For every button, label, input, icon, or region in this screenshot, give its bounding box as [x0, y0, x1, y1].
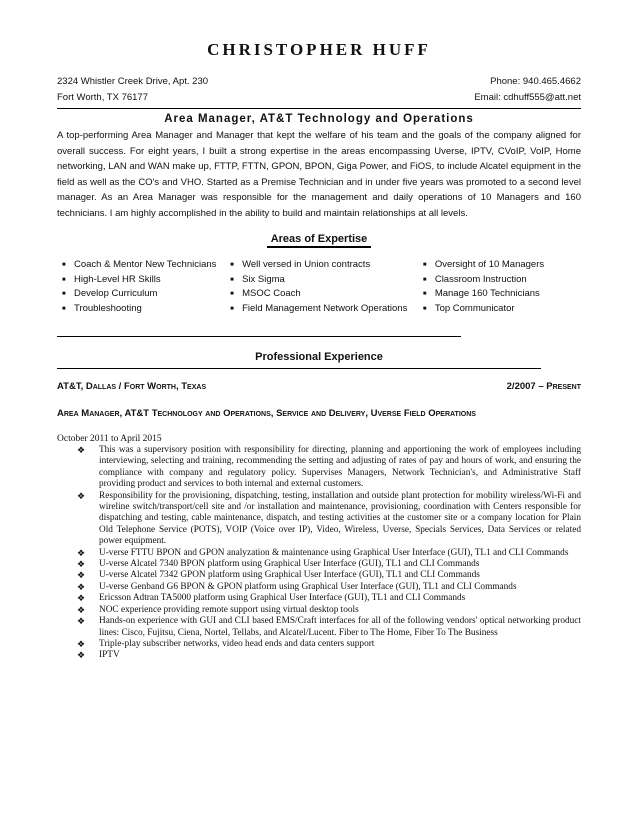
- expertise-item: ■ Field Management Network Operations: [230, 302, 423, 317]
- expertise-column-1: [62, 258, 230, 316]
- list-item: [77, 650, 581, 661]
- expertise-column-2: [230, 258, 423, 316]
- experience-heading: [57, 347, 581, 365]
- diamond-bullet-icon: ❖: [77, 604, 86, 615]
- expertise-item: ■ Top Communicator: [423, 302, 581, 317]
- expertise-item: ■ Oversight of 10 Managers: [423, 258, 581, 273]
- phone: Phone: 940.465.4662: [490, 76, 581, 87]
- experience-divider: [57, 368, 541, 369]
- employment-period: 2/2007 – Present: [506, 381, 581, 392]
- diamond-bullet-icon: ❖: [77, 570, 86, 581]
- list-item: [77, 638, 581, 650]
- expertise-column-3: [423, 258, 581, 316]
- duty-text: Triple-play subscriber networks, video head ends and data centers support: [99, 638, 375, 649]
- candidate-name: CHRISTOPHER HUFF: [207, 40, 431, 59]
- duty-text: Hands-on experience with GUI and CLI based EMS/Craft interfaces for all of the following vendors' optical networking product lines: Cisco, Fujitsu, Ciena, Nortel, Tellabs, and Alcatel/Lucent. Fiber to The Home, Fiber To The Business: [99, 616, 581, 638]
- duty-text: U-verse Alcatel 7342 GPON platform using Graphical User Interface (GUI), TL1 and CLI Commands: [99, 570, 480, 581]
- diamond-bullet-icon: ❖: [77, 616, 86, 627]
- expertise-item: ■ Manage 160 Technicians: [423, 287, 581, 302]
- diamond-bullet-icon: ❖: [77, 650, 86, 661]
- list-item: [77, 593, 581, 604]
- expertise-heading-text: Areas of Expertise: [267, 233, 372, 248]
- summary: A top-performing Area Manager and Manager that kept the welfare of his team and the goals of the company aligned for overall success. For eight years, I built a strong expertise in the areas encompassing Uverse, IPTV, CVoIP, VoIP, Home networking, LAN and WAN make up, FTTP, FTTN, GPON, BPON, Giga Power, and FiOS, to include Alcatel equipment in the field as well as the CO's and VHO. Started as a Premise Technician and in under five years was promoted to a second level manager. As an Area Manager was responsible for the management and daily operations of 10 Managers and 160 technicians. I am highly accomplished in the ability to build and maintain relationships at all levels.: [57, 130, 581, 219]
- list-item: [77, 616, 581, 639]
- expertise-item: ■ Coach & Mentor New Technicians: [62, 258, 230, 273]
- contact-row-2: [57, 90, 581, 106]
- expertise-divider: [57, 336, 461, 337]
- diamond-bullet-icon: ❖: [77, 490, 86, 501]
- experience-heading-text: Professional Experience: [255, 351, 383, 363]
- list-item: [77, 547, 581, 559]
- diamond-bullet-icon: ❖: [77, 581, 86, 592]
- role-dates: October 2011 to April 2015: [57, 434, 162, 444]
- list-item: [77, 604, 581, 616]
- diamond-bullet-icon: ❖: [77, 445, 86, 455]
- expertise-item: ■ Six Sigma: [230, 273, 423, 288]
- contact-row-1: [57, 74, 581, 90]
- diamond-bullet-icon: ❖: [77, 593, 86, 604]
- duties-list: [57, 445, 581, 662]
- expertise-item: ■ Develop Curriculum: [62, 287, 230, 302]
- list-item: [77, 445, 581, 491]
- company-row: [57, 381, 581, 392]
- company: AT&T, Dallas / Fort Worth, Texas: [57, 381, 207, 392]
- list-item: [77, 559, 581, 570]
- expertise-item: ■ Well versed in Union contracts: [230, 258, 423, 273]
- duty-text: Ericsson Adtran TA5000 platform using Graphical User Interface (GUI), TL1 and CLI Commands: [99, 593, 466, 604]
- expertise-item: ■ Troubleshooting: [62, 302, 230, 317]
- duty-text: NOC experience providing remote support using virtual desktop tools: [99, 604, 359, 615]
- expertise-heading: [57, 229, 581, 248]
- expertise-item: ■ High-Level HR Skills: [62, 273, 230, 288]
- header-divider: [57, 108, 581, 109]
- list-item: [77, 581, 581, 593]
- duty-text: IPTV: [99, 650, 120, 661]
- duty-text: This was a supervisory position with responsibility for directing, planning and apportioning the work of employees including interviewing, selecting and training, recommending the setting and adjusting of rates of pay and hours of work, and ensuring the compliance with company and regulatory policy. Supervises Managers, Network Technician's, and Administrative Staff providing product and services to both internal and external customers.: [99, 445, 581, 490]
- job-title: Area Manager, AT&T Technology and Operations, Service and Delivery, Uverse Field Operations: [57, 408, 476, 419]
- expertise-columns: [62, 258, 581, 316]
- email: Email: cdhuff555@att.net: [474, 92, 581, 103]
- list-item: [77, 490, 581, 548]
- resume-page: [57, 40, 581, 662]
- headline: Area Manager, AT&T Technology and Operations: [164, 113, 474, 125]
- diamond-bullet-icon: ❖: [77, 638, 86, 649]
- address-line-1: 2324 Whistler Creek Drive, Apt. 230: [57, 76, 209, 87]
- duty-text: U-verse FTTU BPON and GPON analyzation & maintenance using Graphical User Interface (GUI), TL1 and CLI Commands: [99, 547, 569, 558]
- address-line-2: Fort Worth, TX 76177: [57, 92, 148, 103]
- expertise-item: ■ Classroom Instruction: [423, 273, 581, 288]
- duty-text: Responsibility for the provisioning, dispatching, testing, installation and outside plant protection for mobility wireless/Wi-Fi and wireline switch/transport/cell site and /or installation and maintenance, provisioning, coordination with Centers responsible for dispatching and testing, cable maintenance, dispatch, and testing activities at the customer site or a company location for Plain Old Telephone Service (POTS), VOIP (Voice over IP), Video, Wireless, Uverse, Specials Services, Data Services or related power equipment.: [99, 490, 581, 547]
- duty-text: U-verse Alcatel 7340 BPON platform using Graphical User Interface (GUI), TL1 and CLI Commands: [99, 559, 480, 570]
- expertise-item: ■ MSOC Coach: [230, 287, 423, 302]
- duty-text: U-verse Genband G6 BPON & GPON platform using Graphical User Interface (GUI), TL1 and CLI Commands: [99, 581, 517, 592]
- diamond-bullet-icon: ❖: [77, 547, 86, 558]
- list-item: [77, 570, 581, 581]
- diamond-bullet-icon: ❖: [77, 559, 86, 570]
